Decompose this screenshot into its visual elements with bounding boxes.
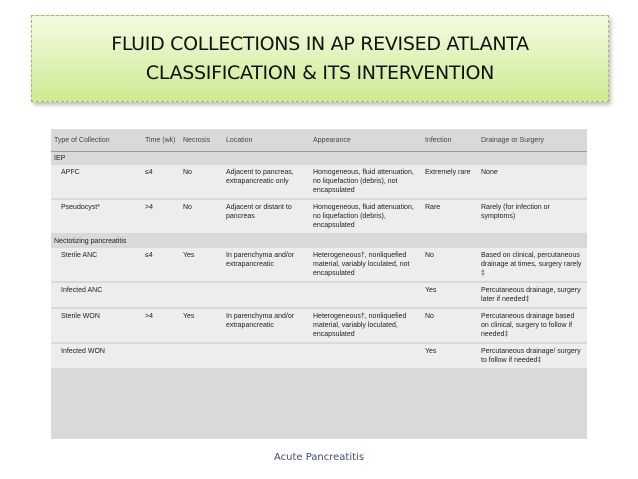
cell-time (142, 282, 180, 308)
header-time: Time (wk) (142, 129, 180, 152)
header-location: Location (223, 129, 310, 152)
cell-appearance: Heterogeneous†, nonliquefied material, variably loculated, not encapsulated (310, 248, 422, 282)
cell-necrosis: No (180, 165, 223, 199)
cell-infection: No (422, 248, 478, 282)
cell-type: Sterile ANC (51, 248, 142, 282)
header-appearance: Appearance (310, 129, 422, 152)
header-infection: Infection (422, 129, 478, 152)
cell-location: In parenchyma and/or extrapancreatic (223, 248, 310, 282)
cell-type: APFC (51, 165, 142, 199)
header-drainage: Drainage or Surgery (478, 129, 587, 152)
cell-location: Adjacent to pancreas, extrapancreatic only (223, 165, 310, 199)
header-necrosis: Necrosis (180, 129, 223, 152)
group-label: IEP (51, 152, 587, 166)
table-row (51, 282, 587, 308)
cell-infection: Rare (422, 199, 478, 234)
cell-appearance: Homogeneous, fluid attenuation, no liquefaction (debris), not encapsulated (310, 165, 422, 199)
cell-necrosis (180, 343, 223, 369)
cell-location: Adjacent or distant to pancreas (223, 199, 310, 234)
group-label: Nectotizing pancreatitis (51, 234, 587, 248)
cell-location: In parenchyma and/or extrapancreatic (223, 308, 310, 343)
slide-footer: Acute Pancreatitis (273, 452, 365, 463)
cell-appearance: Homogeneous, fluid attenuation, no liquefaction (debris), encapsulated (310, 199, 422, 234)
cell-time: >4 (142, 199, 180, 234)
cell-drainage: Percutaneous drainage, surgery later if needed‡ (478, 282, 587, 308)
table-row (51, 199, 587, 234)
slide-title-box (31, 15, 609, 102)
cell-infection: Yes (422, 282, 478, 308)
header-type: Type of Collection (51, 129, 142, 152)
slide-title-line-2: CLASSIFICATION & ITS INTERVENTION (145, 61, 495, 84)
cell-drainage: Based on clinical, percutaneous drainage at times, surgery rarely ‡ (478, 248, 587, 282)
cell-necrosis: No (180, 199, 223, 234)
cell-drainage: None (478, 165, 587, 199)
cell-necrosis (180, 282, 223, 308)
cell-location (223, 282, 310, 308)
table-row (51, 308, 587, 343)
cell-time: >4 (142, 308, 180, 343)
cell-location (223, 343, 310, 369)
slide-title-line-1: FLUID COLLECTIONS IN AP REVISED ATLANTA (111, 32, 529, 55)
cell-necrosis: Yes (180, 308, 223, 343)
cell-time: ≤4 (142, 165, 180, 199)
cell-appearance (310, 343, 422, 369)
table-group-row (51, 234, 587, 248)
cell-type: Pseudocyst* (51, 199, 142, 234)
table-group-row (51, 152, 587, 166)
table-row (51, 165, 587, 199)
cell-appearance (310, 282, 422, 308)
cell-infection: Extremely rare (422, 165, 478, 199)
table-row (51, 248, 587, 282)
cell-appearance: Heterogeneous†, nonliquefied material, variably loculated, encapsulated (310, 308, 422, 343)
cell-infection: Yes (422, 343, 478, 369)
classification-table (51, 129, 587, 370)
cell-type: Infected ANC (51, 282, 142, 308)
cell-time (142, 343, 180, 369)
classification-table-image (51, 129, 587, 439)
cell-infection: No (422, 308, 478, 343)
table-header-row (51, 129, 587, 152)
cell-drainage: Percutaneous drainage based on clinical, surgery to follow if needed‡ (478, 308, 587, 343)
cell-type: Sterile WON (51, 308, 142, 343)
cell-necrosis: Yes (180, 248, 223, 282)
table-row (51, 343, 587, 369)
cell-drainage: Percutaneous drainage/ surgery to follow if needed‡ (478, 343, 587, 369)
cell-drainage: Rarely (for infection or symptoms) (478, 199, 587, 234)
cell-type: Infected WON (51, 343, 142, 369)
cell-time: ≤4 (142, 248, 180, 282)
